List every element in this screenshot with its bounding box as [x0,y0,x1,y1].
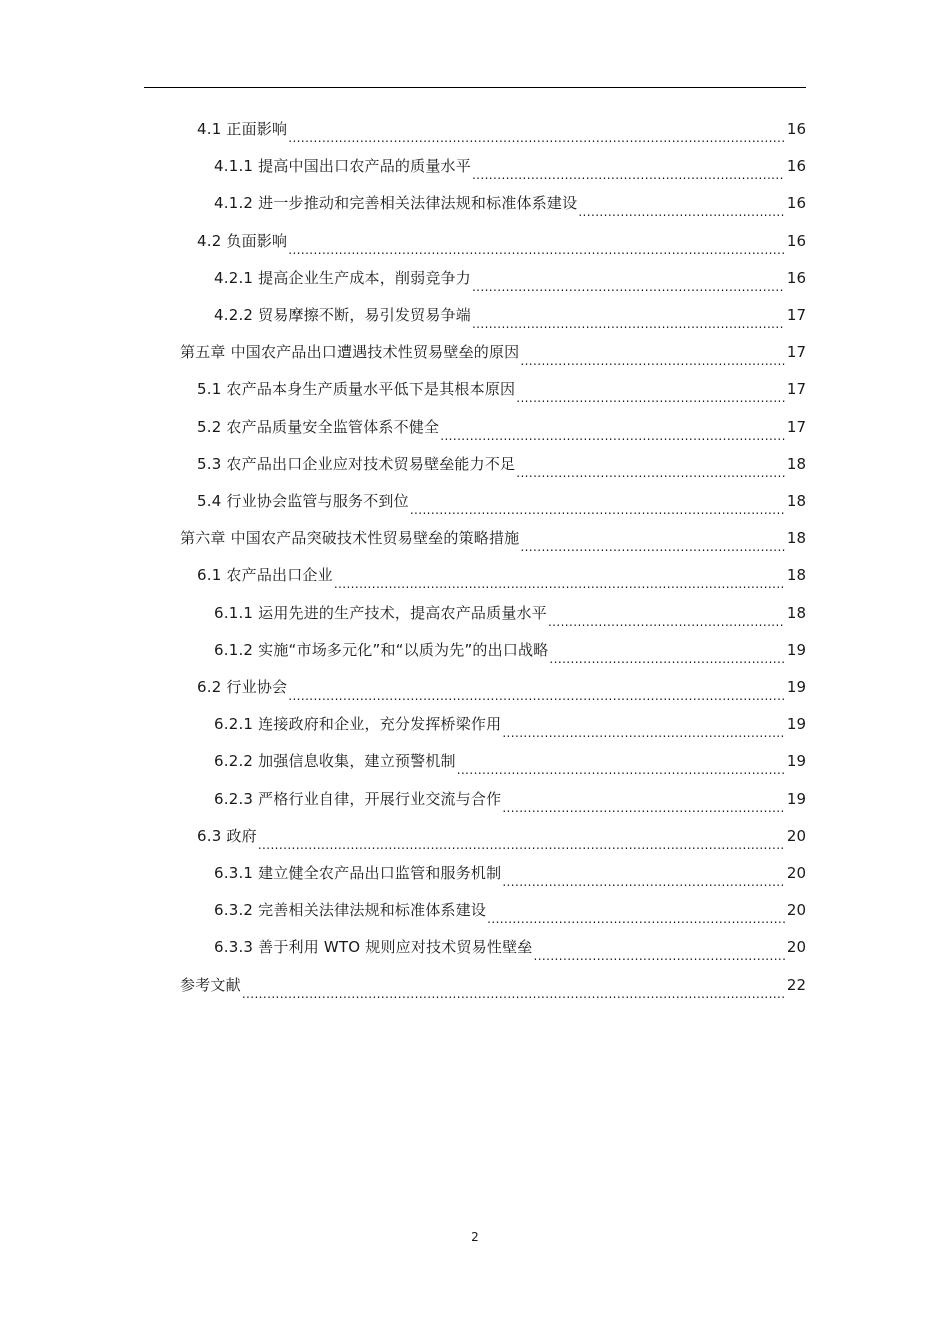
toc-dot-leader [242,967,785,1004]
toc-dot-leader [520,334,785,371]
toc-entry-title: 4.2 负面影响 [197,231,288,250]
toc-entry-title: 参考文献 [180,975,241,994]
toc-dot-leader [457,743,785,780]
toc-entry[interactable] [214,297,806,334]
toc-entry-page: 20 [786,938,806,957]
toc-entry-title: 6.3.2 完善相关法律法规和标准体系建设 [214,901,487,920]
toc-entry-title: 4.2.1 提高企业生产成本，削弱竞争力 [214,268,471,287]
toc-entry-page: 19 [786,789,806,808]
toc-entry[interactable] [214,892,806,929]
toc-entry-page: 17 [786,343,806,362]
toc-entry-title: 5.4 行业协会监管与服务不到位 [197,492,409,510]
toc-dot-leader [410,483,785,520]
toc-entry[interactable] [197,223,806,260]
toc-entry-page: 18 [786,529,806,548]
toc-entry-title: 4.1 正面影响 [197,120,288,138]
toc-entry[interactable] [214,743,806,780]
toc-entry[interactable] [214,595,806,632]
toc-dot-leader [472,297,785,334]
toc-dot-leader [472,260,785,297]
toc-entry[interactable] [214,929,806,966]
toc-entry-title: 6.3.3 善于利用 WTO 规则应对技术贸易性壁垒 [214,938,533,957]
toc-entry[interactable] [214,706,806,743]
toc-dot-leader [549,632,784,669]
toc-dot-leader [502,781,785,818]
toc-entry[interactable] [214,260,806,297]
toc-entry[interactable] [214,148,806,185]
toc-entry-page: 18 [786,566,806,585]
toc-entry-page: 18 [786,603,806,622]
toc-entry-page: 20 [786,826,806,845]
toc-entry-title: 6.3 政府 [197,826,257,845]
toc-dot-leader [258,818,785,855]
page-number: 2 [471,1230,479,1244]
toc-dot-leader [516,446,785,483]
toc-entry[interactable] [180,334,806,371]
toc-entry-title: 6.1.2 实施“市场多元化”和“以质为先”的出口战略 [214,640,549,659]
toc-entry-page: 16 [786,120,806,138]
toc-entry-page: 16 [786,231,806,250]
toc-dot-leader [502,855,785,892]
toc-entry[interactable] [197,371,806,408]
toc-dot-leader [288,223,785,260]
toc-dot-leader [548,595,785,632]
toc-entry[interactable] [197,483,806,520]
toc-entry[interactable] [197,409,806,446]
toc-dot-leader [502,706,785,743]
toc-dot-leader [472,148,785,185]
toc-entry-page: 18 [786,492,806,510]
toc-dot-leader [334,557,785,594]
toc-entry[interactable] [197,669,806,706]
toc-entry-title: 5.3 农产品出口企业应对技术贸易壁垒能力不足 [197,454,516,473]
toc-entry[interactable] [197,818,806,855]
toc-entry-title: 6.2 行业协会 [197,678,288,696]
toc-entry-title: 第五章 中国农产品出口遭遇技术性贸易壁垒的原因 [180,343,520,362]
toc-dot-leader [578,185,785,222]
toc-entry-page: 18 [786,454,806,473]
toc-entry-title: 4.1.1 提高中国出口农产品的质量水平 [214,157,471,176]
toc-entry-page: 19 [786,752,806,771]
toc-dot-leader [520,520,785,557]
toc-entry[interactable] [197,557,806,594]
toc-entry-page: 16 [786,194,806,213]
toc-entry[interactable] [214,632,806,669]
toc-entry[interactable] [214,781,806,818]
toc-entry-title: 4.1.2 进一步推动和完善相关法律法规和标准体系建设 [214,194,578,213]
toc-entry-title: 第六章 中国农产品突破技术性贸易壁垒的策略措施 [180,529,520,548]
toc-entry-page: 17 [786,380,806,399]
toc-entry[interactable] [180,520,806,557]
toc-entry[interactable] [214,855,806,892]
toc-entry-page: 19 [786,678,806,696]
toc-entry-title: 4.2.2 贸易摩擦不断，易引发贸易争端 [214,306,471,324]
toc-entry[interactable] [197,446,806,483]
toc-dot-leader [487,892,785,929]
toc-entry-title: 6.1.1 运用先进的生产技术，提高农产品质量水平 [214,603,547,622]
toc-entry-title: 6.2.3 严格行业自律，开展行业交流与合作 [214,789,502,808]
toc-entry-page: 16 [786,157,806,176]
toc-entry-title: 6.2.1 连接政府和企业，充分发挥桥梁作用 [214,715,502,734]
toc-entry-page: 22 [786,975,806,994]
toc-entry-title: 6.1 农产品出口企业 [197,566,333,585]
toc-entry-title: 6.3.1 建立健全农产品出口监管和服务机制 [214,864,502,882]
toc-entry-page: 17 [786,417,806,436]
toc-dot-leader [288,669,785,706]
toc-entry[interactable] [214,185,806,222]
toc-entry-page: 17 [786,306,806,324]
toc-entry-title: 6.2.2 加强信息收集，建立预警机制 [214,752,456,771]
toc-entry-page: 16 [786,268,806,287]
toc-entry-page: 19 [786,640,806,659]
toc-entry-title: 5.2 农产品质量安全监管体系不健全 [197,417,440,436]
toc-entry-page: 20 [786,864,806,882]
toc-entry-page: 20 [786,901,806,920]
toc-dot-leader [533,929,784,966]
header-rule [144,87,806,88]
toc-dot-leader [516,371,785,408]
toc-entry-title: 5.1 农产品本身生产质量水平低下是其根本原因 [197,380,516,399]
toc-entry[interactable] [197,111,806,148]
toc-entry-page: 19 [786,715,806,734]
toc-dot-leader [288,111,785,148]
toc-dot-leader [440,409,785,446]
toc-entry[interactable] [180,967,806,1004]
